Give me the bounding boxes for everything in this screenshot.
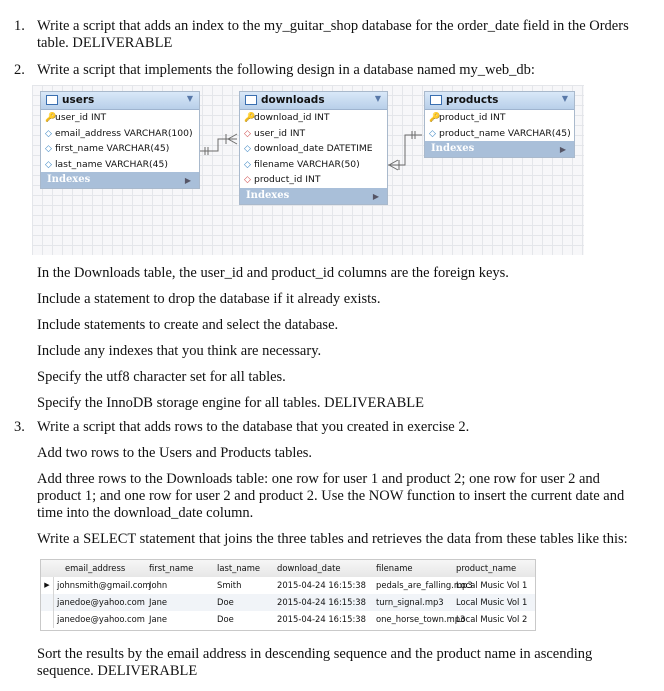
cell-last-name[interactable]: Doe	[217, 597, 234, 607]
downloads-column: ◇ user_id INT	[240, 126, 387, 142]
downloads-column: ◇ download_date DATETIME	[240, 141, 387, 157]
column-diamond-icon: ◇	[45, 159, 52, 170]
key-icon: 🔑	[429, 113, 441, 123]
users-table-name: users	[62, 94, 95, 106]
column-diamond-icon: ◇	[429, 128, 436, 139]
q3-sort-line2: sequence. DELIVERABLE	[37, 663, 198, 679]
header-product-name[interactable]: product_name	[456, 563, 517, 573]
downloads-table-header[interactable]	[240, 92, 387, 110]
q3-text-line1: Write a script that adds rows to the database that you created in exercise 2.	[37, 419, 470, 435]
cell-download-date[interactable]: 2015-04-24 16:15:38	[277, 597, 366, 607]
users-column: ◇ first_name VARCHAR(45)	[41, 141, 199, 157]
er-diagram	[32, 85, 584, 255]
result-grid	[40, 559, 536, 631]
downloads-column: ◇ product_id INT	[240, 172, 387, 188]
key-icon: 🔑	[45, 113, 57, 123]
column-diamond-icon: ◇	[244, 144, 251, 154]
q2-number: 2.	[14, 62, 25, 78]
products-table-name: products	[446, 94, 499, 106]
cell-product-name[interactable]: Local Music Vol 1	[456, 580, 528, 590]
table-icon	[245, 95, 257, 105]
collapse-arrow-icon[interactable]: ▼	[374, 94, 381, 103]
q2-detail: In the Downloads table, the user_id and product_id columns are the foreign keys.	[37, 265, 509, 281]
header-first-name[interactable]: first_name	[149, 563, 194, 573]
expand-arrow-icon: ▶	[372, 190, 379, 201]
users-column: ◇ email_address VARCHAR(100)	[41, 126, 199, 142]
key-icon: 🔑	[244, 113, 256, 123]
cell-first-name[interactable]: Jane	[149, 614, 168, 624]
cell-email[interactable]: janedoe@yahoo.com	[57, 614, 145, 624]
downloads-indexes[interactable]: Indexes ▶	[240, 188, 387, 204]
users-table[interactable]	[40, 91, 200, 189]
downloads-table[interactable]	[239, 91, 388, 205]
cell-last-name[interactable]: Doe	[217, 614, 234, 624]
cell-filename[interactable]: one_horse_town.mp3	[376, 614, 466, 624]
q2-text: Write a script that implements the following design in a database named my_web_db:	[37, 62, 535, 78]
q1-number: 1.	[14, 18, 25, 34]
header-email-address[interactable]: email_address	[65, 563, 126, 573]
row-marker	[41, 594, 54, 611]
q3-number: 3.	[14, 419, 25, 435]
q2-detail: Specify the utf8 character set for all tables.	[37, 369, 286, 385]
column-diamond-icon: ◇	[45, 128, 52, 139]
collapse-arrow-icon[interactable]: ▼	[561, 94, 568, 103]
q2-detail: Specify the InnoDB storage engine for all tables. DELIVERABLE	[37, 395, 424, 411]
q3-sort-line1: Sort the results by the email address in descending sequence and the product name in ascending	[37, 646, 593, 662]
header-filename[interactable]: filename	[376, 563, 413, 573]
foreign-key-diamond-icon: ◇	[244, 175, 251, 185]
q1-text-line2: table. DELIVERABLE	[37, 35, 173, 51]
row-marker	[41, 611, 54, 628]
downloads-column: 🔑download_id INT	[240, 110, 387, 126]
table-row[interactable]	[41, 594, 535, 611]
q3-select-instruction: Write a SELECT statement that joins the three tables and retrieves the data from these tables like this:	[37, 531, 628, 547]
cell-last-name[interactable]: Smith	[217, 580, 242, 590]
q3-para-line2: product 1; and one row for user 2 and product 2. Use the NOW function to insert the current date and	[37, 488, 625, 504]
q2-detail: Include a statement to drop the database if it already exists.	[37, 291, 381, 307]
cell-product-name[interactable]: Local Music Vol 2	[456, 614, 528, 624]
cell-email[interactable]: johnsmith@gmail.com	[57, 580, 151, 590]
q3-para-line3: time into the download_date column.	[37, 505, 254, 521]
table-icon	[430, 95, 442, 105]
column-diamond-icon: ◇	[244, 159, 251, 170]
products-column: ◇ product_name VARCHAR(45)	[425, 126, 574, 142]
products-column: 🔑product_id INT	[425, 110, 574, 126]
foreign-key-diamond-icon: ◇	[244, 128, 251, 139]
cell-download-date[interactable]: 2015-04-24 16:15:38	[277, 580, 366, 590]
q3-text-line2: Add two rows to the Users and Products tables.	[37, 445, 313, 461]
users-column: 🔑user_id INT	[41, 110, 199, 126]
row-pointer-icon: ▶	[41, 577, 54, 594]
cell-filename[interactable]: pedals_are_falling.mp3	[376, 580, 473, 590]
products-table[interactable]	[424, 91, 575, 158]
users-column: ◇ last_name VARCHAR(45)	[41, 157, 199, 173]
q2-detail: Include any indexes that you think are necessary.	[37, 343, 322, 359]
products-table-header[interactable]	[425, 92, 574, 110]
table-row[interactable]	[41, 577, 535, 594]
expand-arrow-icon: ▶	[559, 144, 566, 154]
products-indexes[interactable]: Indexes ▶	[425, 141, 574, 157]
table-row[interactable]	[41, 611, 535, 628]
users-table-header[interactable]	[41, 92, 199, 110]
column-diamond-icon: ◇	[45, 144, 52, 154]
expand-arrow-icon: ▶	[184, 175, 191, 185]
downloads-products-relation	[388, 135, 422, 165]
cell-filename[interactable]: turn_signal.mp3	[376, 597, 444, 607]
q2-detail: Include statements to create and select the database.	[37, 317, 339, 333]
cell-first-name[interactable]: John	[149, 580, 168, 590]
cell-download-date[interactable]: 2015-04-24 16:15:38	[277, 614, 366, 624]
downloads-table-name: downloads	[261, 94, 325, 106]
q1-text-line1: Write a script that adds an index to the my_guitar_shop database for the order_date field in the Orders	[37, 18, 629, 34]
users-indexes[interactable]: Indexes ▶	[41, 172, 199, 188]
table-icon	[46, 95, 58, 105]
cell-email[interactable]: janedoe@yahoo.com	[57, 597, 145, 607]
cell-product-name[interactable]: Local Music Vol 1	[456, 597, 528, 607]
result-grid-header	[41, 560, 535, 578]
header-last-name[interactable]: last_name	[217, 563, 261, 573]
collapse-arrow-icon[interactable]: ▼	[186, 94, 193, 103]
cell-first-name[interactable]: Jane	[149, 597, 168, 607]
header-download-date[interactable]: download_date	[277, 563, 341, 573]
q3-para-line1: Add three rows to the Downloads table: one row for user 1 and product 2; one row for user 2 and	[37, 471, 600, 487]
downloads-column: ◇ filename VARCHAR(50)	[240, 157, 387, 173]
